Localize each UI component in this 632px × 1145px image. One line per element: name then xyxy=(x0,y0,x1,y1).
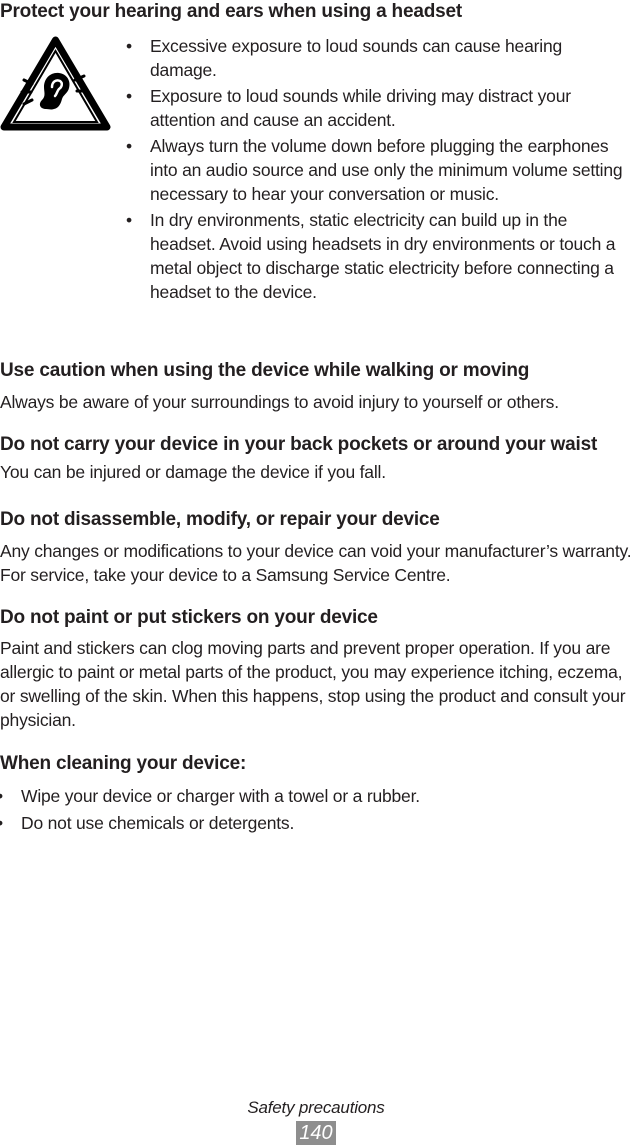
paint-body: Paint and stickers can clog moving parts and prevent proper operation. If you are allergic to paint or metal parts of the product, you may experience itching, eczema, or swelling of the skin. When this happens, stop using the product and consult your physician. xyxy=(0,638,626,730)
headset-warning-list xyxy=(150,34,632,306)
list-item: • Always turn the volume down before plugging the earphones into an audio source and use only the minimum volume setting necessary to hear your conversation or music. xyxy=(150,134,632,206)
pockets-heading: Do not carry your device in your back pockets or around your waist xyxy=(0,434,598,455)
pockets-body: You can be injured or damage the device if you fall. xyxy=(0,462,386,482)
list-item: • Excessive exposure to loud sounds can cause hearing damage. xyxy=(150,34,632,82)
hearing-warning-icon xyxy=(0,36,111,132)
page-number: 140 xyxy=(296,1121,336,1145)
list-item: • Wipe your device or charger with a towel or a rubber. xyxy=(21,784,621,808)
footer-section-title: Safety precautions xyxy=(247,1098,385,1117)
walking-heading: Use caution when using the device while walking or moving xyxy=(0,360,530,381)
walking-body: Always be aware of your surroundings to avoid injury to yourself or others. xyxy=(0,392,559,412)
list-item: • Do not use chemicals or detergents. xyxy=(21,811,621,835)
list-item: • Exposure to loud sounds while driving may distract your attention and cause an accident. xyxy=(150,84,632,132)
disassemble-body: Any changes or modifications to your device can void your manufacturer’s warranty. For service, take your device to a Samsung Service Centre. xyxy=(0,541,632,585)
cleaning-list xyxy=(21,784,621,838)
disassemble-heading: Do not disassemble, modify, or repair your device xyxy=(0,509,440,530)
paint-heading: Do not paint or put stickers on your device xyxy=(0,607,378,628)
headset-heading: Protect your hearing and ears when using a headset xyxy=(0,1,462,22)
cleaning-heading: When cleaning your device: xyxy=(0,753,247,774)
list-item: • In dry environments, static electricity can build up in the headset. Avoid using headsets in dry environments or touch a metal object to discharge static electricity before connecting a headset to the device. xyxy=(150,208,632,304)
